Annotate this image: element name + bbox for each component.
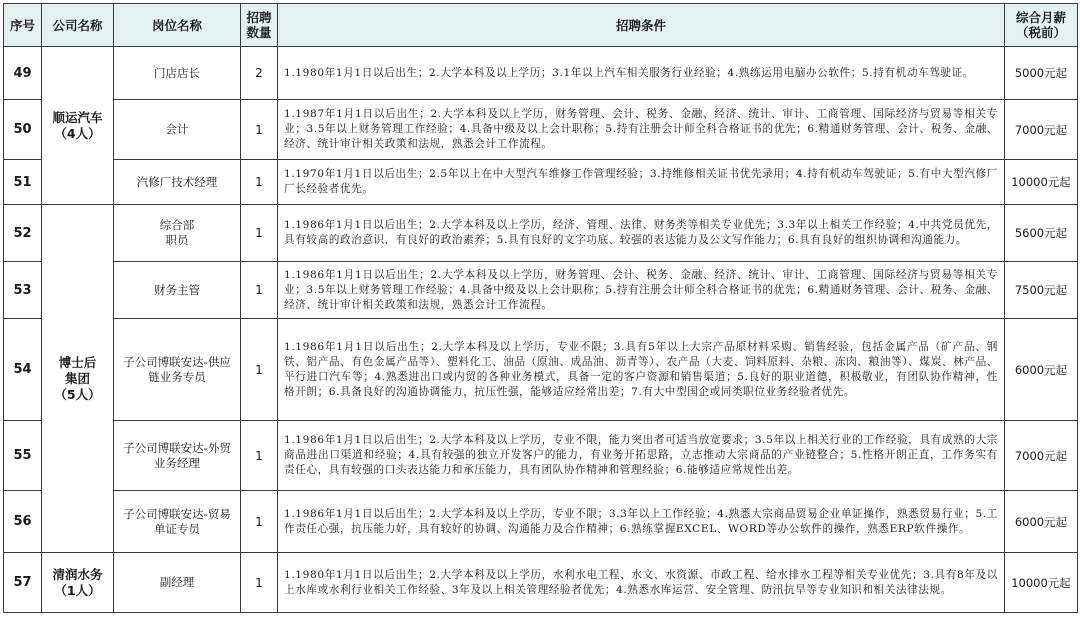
row-position: 副经理 bbox=[114, 553, 241, 613]
company-qingrun bbox=[42, 553, 114, 613]
table-row bbox=[4, 491, 1078, 553]
row-salary: 5000元起 bbox=[1005, 47, 1078, 100]
header-conditions: 招聘条件 bbox=[278, 4, 1005, 47]
table-row bbox=[4, 205, 1078, 262]
row-count: 1 bbox=[241, 491, 278, 553]
row-conditions: 1.1986年1月1日以后出生；2.大学本科及以上学历，专业不限；3.具有5年以上大宗产品原材料采购、销售经验，包括金属产品（矿产品、钢铁、铝产品、有色金属产品等）、塑料化工、油品（原油、成品油、沥青等）、农产品（大麦、饲料原料、杂粮、冻肉、粮油等）、煤炭、林产品、平行进口汽车等；4.熟悉进出口或内贸的各种业务模式，具备一定的客户资源和销售渠道；5.良好的职业道德，积极敬业，有团队协作精神，性格开朗；6.具备良好的沟通协调能力，抗压性强，能够适应经常出差；7.有大中型国企或同类职位业务经验者优先。 bbox=[278, 319, 1005, 421]
header-position: 岗位名称 bbox=[114, 4, 241, 47]
row-salary: 5600元起 bbox=[1005, 205, 1078, 262]
row-conditions: 1.1986年1月1日以后出生；2.大学本科及以上学历，专业不限；3.3年以上工作经验；4.熟悉大宗商品贸易企业单证操作，熟悉贸易行业；5.工作责任心强，抗压能力好，具有较好的协调、沟通能力及合作精神；6.熟练掌握EXCEL、WORD等办公软件的操作，熟悉ERP软件操作。 bbox=[278, 491, 1005, 553]
row-position: 门店店长 bbox=[114, 47, 241, 100]
row-count: 1 bbox=[241, 205, 278, 262]
company-name-line2: 集团 bbox=[64, 370, 90, 386]
table-header-row bbox=[4, 4, 1078, 47]
row-count: 1 bbox=[241, 421, 278, 491]
row-position: 汽修厂技术经理 bbox=[114, 160, 241, 205]
header-salary-line2: （税前） bbox=[1015, 25, 1066, 40]
row-seq: 54 bbox=[4, 319, 42, 421]
company-name: 顺运汽车 bbox=[52, 109, 103, 125]
company-shunyun bbox=[42, 47, 114, 205]
row-salary: 10000元起 bbox=[1005, 553, 1078, 613]
row-seq: 51 bbox=[4, 160, 42, 205]
company-name: 清润水务 bbox=[52, 566, 103, 582]
row-count: 2 bbox=[241, 47, 278, 100]
table-row bbox=[4, 319, 1078, 421]
row-position: 子公司博联安达-供应链业务专员 bbox=[114, 319, 241, 421]
row-seq: 49 bbox=[4, 47, 42, 100]
row-salary: 10000元起 bbox=[1005, 160, 1078, 205]
row-salary: 7000元起 bbox=[1005, 100, 1078, 160]
company-boshihou bbox=[42, 205, 114, 553]
table-row bbox=[4, 160, 1078, 205]
header-salary-line1: 综合月薪 bbox=[1015, 10, 1066, 25]
row-conditions: 1.1986年1月1日以后出生；2.大学本科及以上学历，专业不限，能力突出者可适当放宽要求；3.5年以上相关行业的工作经验，具有成熟的大宗商品进出口渠道和经验；4.具有较强的独立开发客户的能力，有业务开拓思路，立志推动大宗商品的产业链整合；5.性格开朗正直，工作务实有责任心，具有较强的口头表达能力和承压能力，具有团队协作精神和管理经验；6.能够适应常规性出差。 bbox=[278, 421, 1005, 491]
row-salary: 7500元起 bbox=[1005, 262, 1078, 319]
row-count: 1 bbox=[241, 262, 278, 319]
row-conditions: 1.1980年1月1日以后出生；2.大学本科及以上学历；3.1年以上汽车相关服务行业经验；4.熟练运用电脑办公软件；5.持有机动车驾驶证。 bbox=[278, 47, 1005, 100]
recruitment-table bbox=[3, 3, 1078, 613]
row-position: 子公司博联安达-外贸业务经理 bbox=[114, 421, 241, 491]
table-row bbox=[4, 100, 1078, 160]
row-position bbox=[114, 205, 241, 262]
row-position: 会计 bbox=[114, 100, 241, 160]
table-row bbox=[4, 262, 1078, 319]
row-seq: 55 bbox=[4, 421, 42, 491]
row-conditions: 1.1986年1月1日以后出生；2.大学本科及以上学历，财务管理、会计、税务、金融、经济、统计、审计、工商管理、国际经济与贸易等相关专业；3.5年以上财务管理工作经验；4.具备中级及以上会计职称；5.持有注册会计师全科合格证书的优先；6.精通财务管理、会计、税务、金融、经济、统计审计相关政策和法规，熟悉会计工作流程。 bbox=[278, 262, 1005, 319]
row-conditions: 1.1986年1月1日以后出生；2.大学本科及以上学历，经济、管理、法律、财务类等相关专业优先；3.3年以上相关工作经验；4.中共党员优先，具有较高的政治意识，有良好的政治素养；5.具有良好的文字功底、较强的表达能力及公文写作能力；6.具有良好的组织协调和沟通能力。 bbox=[278, 205, 1005, 262]
row-conditions: 1.1987年1月1日以后出生；2.大学本科及以上学历，财务管理、会计、税务、金融、经济、统计、审计、工商管理、国际经济与贸易等相关专业；3.5年以上财务管理工作经验；4.具备中级及以上会计职称；5.持有注册会计师全科合格证书的优先；6.精通财务管理、会计、税务、金融、经济、统计审计相关政策和法规，熟悉会计工作流程。 bbox=[278, 100, 1005, 160]
header-count bbox=[241, 4, 278, 47]
row-seq: 50 bbox=[4, 100, 42, 160]
row-salary: 6000元起 bbox=[1005, 319, 1078, 421]
row-count: 1 bbox=[241, 100, 278, 160]
row-position: 子公司博联安达-贸易单证专员 bbox=[114, 491, 241, 553]
row-seq: 57 bbox=[4, 553, 42, 613]
row-seq: 53 bbox=[4, 262, 42, 319]
header-seq: 序号 bbox=[4, 4, 42, 47]
table-row bbox=[4, 47, 1078, 100]
row-count: 1 bbox=[241, 553, 278, 613]
company-name-line1: 博士后 bbox=[58, 354, 97, 370]
row-count: 1 bbox=[241, 319, 278, 421]
table-row bbox=[4, 421, 1078, 491]
company-headcount: （5人） bbox=[54, 386, 101, 402]
table-row bbox=[4, 553, 1078, 613]
row-conditions: 1.1980年1月1日以后出生；2.大学本科及以上学历，水利水电工程、水文、水资源、市政工程、给水排水工程等相关专业优先；3.具有8年及以上水库或水利行业相关工作经验、3年及以上相关管理经验者优先；4.熟悉水库运营、安全管理、防汛抗旱等专业知识和相关法律法规。 bbox=[278, 553, 1005, 613]
header-count-line2: 数量 bbox=[246, 25, 272, 40]
company-headcount: （1人） bbox=[54, 582, 101, 598]
row-conditions: 1.1970年1月1日以后出生；2.5年以上在中大型汽车维修工作管理经验；3.持维修相关证书优先录用；4.持有机动车驾驶证；5.有中大型汽修厂厂长经验者优先。 bbox=[278, 160, 1005, 205]
header-salary bbox=[1005, 4, 1078, 47]
row-salary: 7000元起 bbox=[1005, 421, 1078, 491]
header-count-line1: 招聘 bbox=[246, 10, 272, 25]
row-salary: 6000元起 bbox=[1005, 491, 1078, 553]
row-position: 财务主管 bbox=[114, 262, 241, 319]
header-company: 公司名称 bbox=[42, 4, 114, 47]
recruitment-table-container bbox=[3, 3, 1078, 613]
row-seq: 56 bbox=[4, 491, 42, 553]
row-position-line2: 职员 bbox=[165, 233, 189, 247]
row-count: 1 bbox=[241, 160, 278, 205]
row-position-line1: 综合部 bbox=[159, 218, 195, 232]
row-seq: 52 bbox=[4, 205, 42, 262]
company-headcount: （4人） bbox=[54, 125, 101, 141]
